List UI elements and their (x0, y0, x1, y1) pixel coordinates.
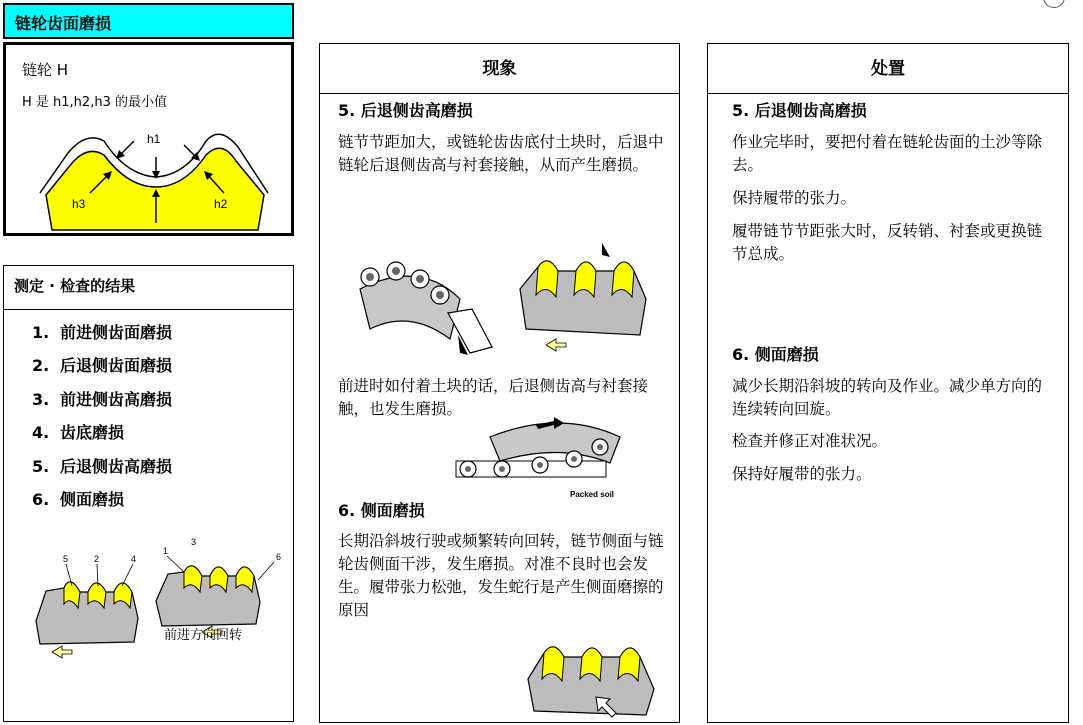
list-item: 4. 齿底磨损 (32, 423, 125, 443)
treatment-s5-p3: 履带链节节距张大时，反转销、衬套或更换链节总成。 (732, 222, 1043, 263)
label-2: 2 (94, 554, 100, 564)
phenomenon-s5-text2: 前进时如付着土块的话，后退侧齿高与衬套接触，也发生磨损。 (338, 377, 649, 418)
treatment-s5-p1: 作业完毕时，要把付着在链轮齿面的土沙等除去。 (732, 133, 1043, 174)
sprocket-h-definition: H 是 h1,h2,h3 的最小值 (22, 95, 167, 110)
treatment-s6-p2: 检查并修正对准状况。 (732, 432, 888, 450)
treatment-column (707, 43, 1069, 723)
phenomenon-s5-title: 5. 后退侧齿高磨损 (338, 101, 473, 120)
label-1: 1 (163, 546, 169, 556)
h2-label: h2 (214, 197, 228, 211)
tooth-profile-diagram (6, 45, 294, 235)
packed-soil-label: Packed soil (570, 490, 615, 499)
label-4: 4 (131, 554, 137, 564)
sprocket-h-box (3, 42, 294, 236)
phenomenon-s6-title: 6. 侧面磨损 (338, 501, 425, 520)
sprocket-h-label: 链轮 H (22, 61, 69, 79)
page-title: 链轮齿面磨损 (3, 3, 294, 39)
h3-label: h3 (72, 197, 86, 211)
packed-soil-illustration (450, 417, 650, 507)
phenomenon-s5-text: 链节节距加大，或链轮齿齿底付土块时，后退中链轮后退侧齿高与衬套接触，从而产生磨损。 (338, 133, 664, 174)
corner-circle-icon (1043, 0, 1065, 8)
list-item: 3. 前进侧齿高磨损 (32, 389, 173, 409)
wear-location-diagram (26, 537, 288, 656)
reverse-wear-illustration (340, 239, 670, 369)
phenomenon-s6-text: 长期沿斜坡行驶或频繁转向回转，链节侧面与链轮齿侧面干涉，发生磨损。对准不良时也会发生。履带张力松弛，发生蛇行是产生侧面磨擦的原因 (338, 532, 664, 619)
list-item: 6. 侧面磨损 (32, 489, 125, 509)
list-item: 1. 前进侧齿面磨损 (32, 323, 173, 342)
phenomenon-column (319, 43, 680, 723)
treatment-s5-title: 5. 后退侧齿高磨损 (732, 101, 867, 120)
list-item: 5. 后退侧齿高磨损 (32, 456, 173, 476)
treatment-heading: 处置 (708, 44, 1068, 94)
treatment-s6-title: 6. 侧面磨损 (732, 345, 819, 364)
list-item: 2. 后退侧齿面磨损 (32, 356, 173, 376)
treatment-s5-p2: 保持履带的张力。 (732, 189, 857, 207)
phenomenon-heading: 现象 (320, 44, 679, 94)
results-heading: 测定 · 检查的结果 (4, 266, 293, 310)
h1-label: h1 (147, 132, 161, 146)
inspection-results-box (3, 265, 294, 722)
label-3: 3 (191, 537, 197, 547)
label-5: 5 (63, 554, 69, 564)
treatment-s6-p3: 保持好履带的张力。 (732, 465, 872, 483)
label-6: 6 (276, 552, 282, 562)
side-wear-illustration (520, 619, 670, 719)
rotation-caption: 前进方向回转 (164, 628, 243, 643)
results-list (32, 320, 172, 520)
treatment-s6-p1: 减少长期沿斜坡的转向及作业。减少单方向的连续转向回旋。 (732, 377, 1043, 418)
